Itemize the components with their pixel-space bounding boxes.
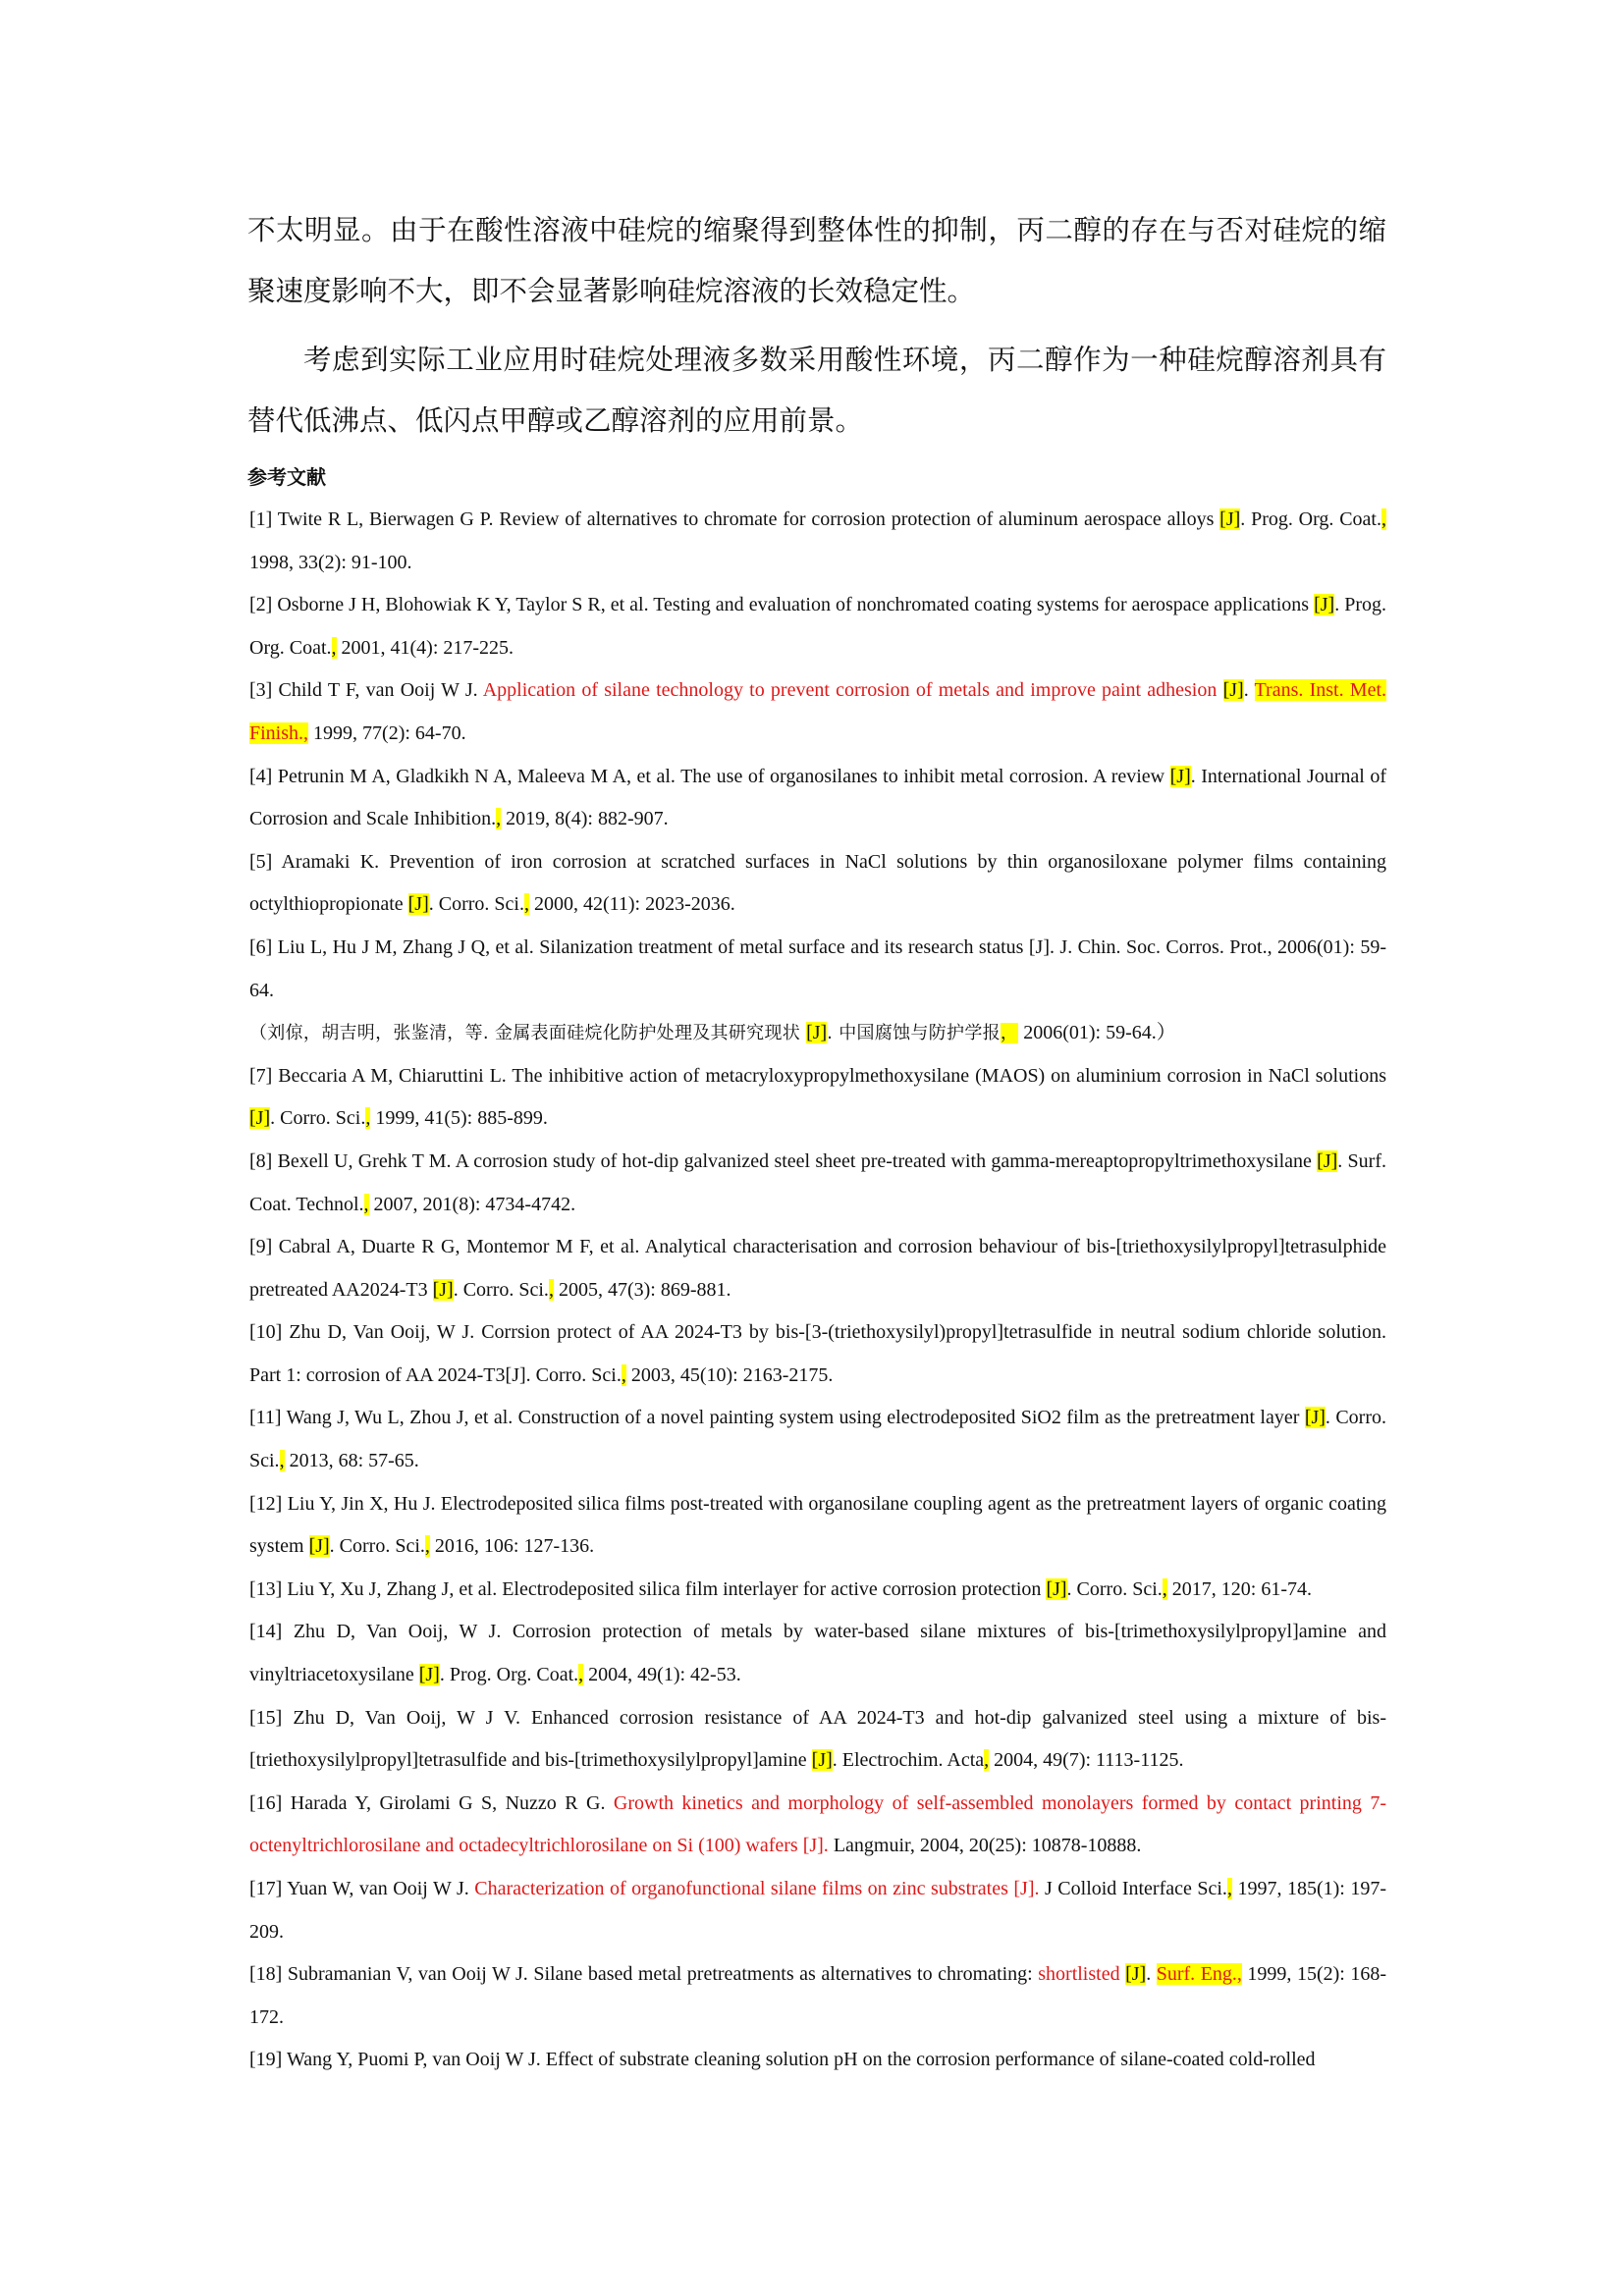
reference-text: 1999, 41(5): 885-899. (370, 1107, 548, 1130)
highlighted-text: [J] (1314, 594, 1335, 616)
reference-text: [16] Harada Y, Girolami G S, Nuzzo R G. (249, 1791, 614, 1814)
highlighted-text: [J] (1317, 1149, 1338, 1172)
highlighted-text: [J] (1219, 508, 1241, 530)
reference-text: . 中国腐蚀与防护学报 (827, 1023, 1001, 1044)
reference-text: [13] Liu Y, Xu J, Zhang J, et al. Electrodeposited silica film interlayer for active corrosion protection (249, 1577, 1047, 1600)
reference-text: . International Journal of Corrosion and Scale Inhibition. (249, 765, 1387, 830)
highlighted-text: , (331, 636, 337, 659)
reference-text: [7] Beccaria A M, Chiaruttini L. The inhibitive action of metacryloxypropylmethoxysilane (MAOS) on aluminium corrosion in NaCl solutions (249, 1064, 1386, 1087)
reference-text: [5] Aramaki K. Prevention of iron corrosion at scratched surfaces in NaCl solutions by thin organosiloxane polymer films containing octylthiopropionate (249, 850, 1386, 916)
highlighted-text: [J] (249, 1107, 271, 1130)
reference-text: [17] Yuan W, van Ooij W J. (249, 1878, 475, 1899)
reference-text: J Colloid Interface Sci. (1039, 1878, 1227, 1899)
reference-text: . Corro. Sci. (1066, 1577, 1163, 1600)
reference-item (247, 1055, 1386, 1141)
reference-item (247, 756, 1386, 841)
reference-text: . Surf. Coat. Technol. (249, 1149, 1386, 1215)
reference-text: [12] Liu Y, Jin X, Hu J. Electrodeposited silica films post-treated with organosilane coupling agent as the pretreatment layers of organic coating system (249, 1492, 1386, 1558)
highlighted-text: [J] (308, 1535, 330, 1558)
reference-text: [3] Child T F, van Ooij W J. (249, 679, 483, 702)
reference-text: 2001, 41(4): 217-225. (336, 636, 514, 659)
highlighted-text: [J] (1169, 765, 1191, 787)
reference-text: 1998, 33(2): 91-100. (249, 551, 412, 573)
reference-text: 2004, 49(7): 1113-1125. (989, 1749, 1184, 1772)
reference-text: [11] Wang J, Wu L, Zhou J, et al. Construction of a novel painting system using electrodeposited SiO2 film as the pretreatment layer (249, 1407, 1305, 1429)
reference-text: 2019, 8(4): 882-907. (501, 808, 669, 830)
reference-text: [4] Petrunin M A, Gladkikh N A, Maleeva M A, et al. The use of organosilanes to inhibit metal corrosion. A review (249, 765, 1170, 787)
highlighted-text: [J] (1046, 1577, 1067, 1600)
highlighted-text: [J] (407, 893, 429, 916)
reference-text: Langmuir, 2004, 20(25): 10878-10888. (828, 1835, 1142, 1857)
reference-text: [15] Zhu D, Van Ooij, W J V. Enhanced corrosion resistance of AA 2024-T3 and hot-dip galvanized steel using a mixture of bis-[triethoxysilylpropyl]tetrasulfide and bis-[trimethoxysilylpropyl]amine (249, 1706, 1386, 1772)
reference-text: [10] Zhu D, Van Ooij, W J. Corrsion protect of AA 2024-T3 by bis-[3-(triethoxysilyl)propyl]tetrasulfide in neutral sodium chloride solution. Part 1: corrosion of AA 2024-T3[J]. Corro. Sci. (249, 1321, 1386, 1386)
reference-text: [9] Cabral A, Duarte R G, Montemor M F, et al. Analytical characterisation and corrosion behaviour of bis-[triethoxysilylpropyl]tetrasulphide pretreated AA2024-T3 (249, 1236, 1386, 1301)
reference-item (247, 1569, 1386, 1612)
reference-item (247, 1953, 1386, 2039)
reference-text: [19] Wang Y, Puomi P, van Ooij W J. Effect of substrate cleaning solution pH on the corrosion performance of silane-coated cold-rolled (249, 2049, 1316, 2071)
highlighted-text: , (578, 1664, 584, 1686)
reference-text: [6] Liu L, Hu J M, Zhang J Q, et al. Silanization treatment of metal surface and its research status [J]. J. Chin. Soc. Corros. Prot., 2006(01): 59-64. (249, 935, 1386, 1001)
reference-text: . (1243, 679, 1255, 702)
reference-text: 2004, 49(1): 42-53. (583, 1664, 741, 1686)
reference-item (247, 927, 1386, 1012)
highlighted-text: , (1162, 1577, 1167, 1600)
reference-item (247, 2039, 1386, 2082)
red-text: Characterization of organofunctional silane films on zinc substrates [J]. (474, 1878, 1040, 1899)
highlighted-text: , (523, 893, 529, 916)
highlighted-text: , (363, 1193, 369, 1215)
reference-text: [1] Twite R L, Bierwagen G P. Review of alternatives to chromate for corrosion protection of aluminum aerospace alloys (249, 508, 1220, 530)
highlighted-text: , (621, 1363, 626, 1386)
reference-text: 2013, 68: 57-65. (284, 1450, 419, 1472)
highlighted-text: , (496, 808, 502, 830)
reference-text: . Electrochim. Acta (832, 1749, 985, 1772)
reference-text: [18] Subramanian V, van Ooij W J. Silane based metal pretreatments as alternatives to chromating: (249, 1963, 1039, 1986)
highlighted-text: , (548, 1278, 554, 1301)
reference-text: . Prog. Org. Coat. (439, 1664, 579, 1686)
red-text: shortlisted (1038, 1963, 1120, 1986)
reference-list (247, 499, 1386, 2082)
red-text: Application of silane technology to prevent corrosion of metals and improve paint adhesion (482, 679, 1218, 702)
reference-item (247, 1483, 1386, 1569)
red-text: Growth kinetics and morphology of self-assembled monolayers formed by contact printing 7-octenyltrichlorosilane and octadecyltrichlorosilane on Si (100) wafers [J]. (249, 1791, 1386, 1857)
reference-text: 2016, 106: 127-136. (429, 1535, 595, 1558)
reference-text: . Corro. Sci. (428, 893, 524, 916)
reference-text: . Prog. Org. Coat. (1240, 508, 1381, 530)
reference-item (247, 1397, 1386, 1482)
reference-item (247, 669, 1386, 755)
reference-text (1217, 679, 1222, 701)
reference-item (247, 584, 1386, 669)
highlighted-text: [J] (806, 1022, 828, 1044)
reference-text: 1997, 185(1): 197-209. (249, 1878, 1387, 1943)
reference-text: 2003, 45(10): 2163-2175. (625, 1363, 834, 1386)
highlighted-text: , (365, 1107, 371, 1130)
reference-text: （刘倞，胡吉明，张鉴清，等. 金属表面硅烷化防护处理及其研究现状 (249, 1023, 807, 1044)
highlighted-text: [J] (811, 1749, 833, 1772)
highlighted-text: ， (1000, 1023, 1019, 1044)
reference-text: . Corro. Sci. (249, 1407, 1386, 1472)
highlighted-text: , (1226, 1878, 1232, 1899)
reference-text: 2017, 120: 61-74. (1166, 1577, 1312, 1600)
reference-item (247, 1868, 1386, 1953)
highlighted-text: [J] (418, 1664, 440, 1686)
highlighted-text: [J] (1222, 679, 1244, 702)
reference-item (247, 1012, 1386, 1055)
highlighted-text: [J] (432, 1278, 454, 1301)
reference-text: 2007, 201(8): 4734-4742. (368, 1193, 576, 1215)
reference-text: [2] Osborne J H, Blohowiak K Y, Taylor S R, et al. Testing and evaluation of nonchromated coating systems for aerospace applications (249, 594, 1315, 616)
highlighted-text: [J] (1304, 1407, 1326, 1429)
reference-item (247, 1141, 1386, 1226)
highlighted-text: , (984, 1749, 990, 1772)
highlighted-text: , (1380, 508, 1386, 530)
reference-text: . Corro. Sci. (453, 1278, 549, 1301)
highlighted-text: , (424, 1535, 430, 1558)
reference-item (247, 1226, 1386, 1311)
reference-item (247, 1697, 1386, 1783)
body-paragraph-2: 考虑到实际工业应用时硅烷处理液多数采用酸性环境，丙二醇作为一种硅烷醇溶剂具有替代低沸点、低闪点甲醇或乙醇溶剂的应用前景。 (247, 344, 1386, 437)
highlighted-red-text: Trans. Inst. Met. Finish., (249, 679, 1387, 744)
highlighted-text: [J] (1125, 1963, 1147, 1986)
reference-item (247, 499, 1386, 584)
reference-text: 2005, 47(3): 869-881. (553, 1278, 731, 1301)
reference-item (247, 841, 1386, 927)
highlighted-text: , (279, 1450, 285, 1472)
reference-text: [14] Zhu D, Van Ooij, W J. Corrosion protection of metals by water-based silane mixtures of bis-[trimethoxysilylpropyl]amine and vinyltriacetoxysilane (249, 1621, 1386, 1686)
reference-text: . (1146, 1963, 1157, 1986)
reference-text: 1999, 77(2): 64-70. (308, 721, 466, 744)
body-paragraph-1: 不太明显。由于在酸性溶液中硅烷的缩聚得到整体性的抑制，丙二醇的存在与否对硅烷的缩聚速度影响不大，即不会显著影响硅烷溶液的长效稳定性。 (247, 214, 1386, 307)
reference-item (247, 1611, 1386, 1696)
reference-text: 2000, 42(11): 2023-2036. (528, 893, 735, 916)
reference-item (247, 1311, 1386, 1397)
reference-text: 1999, 15(2): 168-172. (249, 1963, 1386, 2028)
reference-text: 2006(01): 59-64.） (1018, 1022, 1176, 1044)
reference-text: . Corro. Sci. (270, 1107, 366, 1130)
highlighted-red-text: Surf. Eng., (1156, 1963, 1242, 1986)
reference-text: . Corro. Sci. (329, 1535, 425, 1558)
reference-text: . Prog. Org. Coat. (249, 594, 1386, 659)
references-heading: 参考文献 (247, 465, 326, 489)
reference-item (247, 1783, 1386, 1868)
reference-text: [8] Bexell U, Grehk T M. A corrosion study of hot-dip galvanized steel sheet pre-treated with gamma-mereaptopropyltrimethoxysilane (249, 1149, 1318, 1172)
